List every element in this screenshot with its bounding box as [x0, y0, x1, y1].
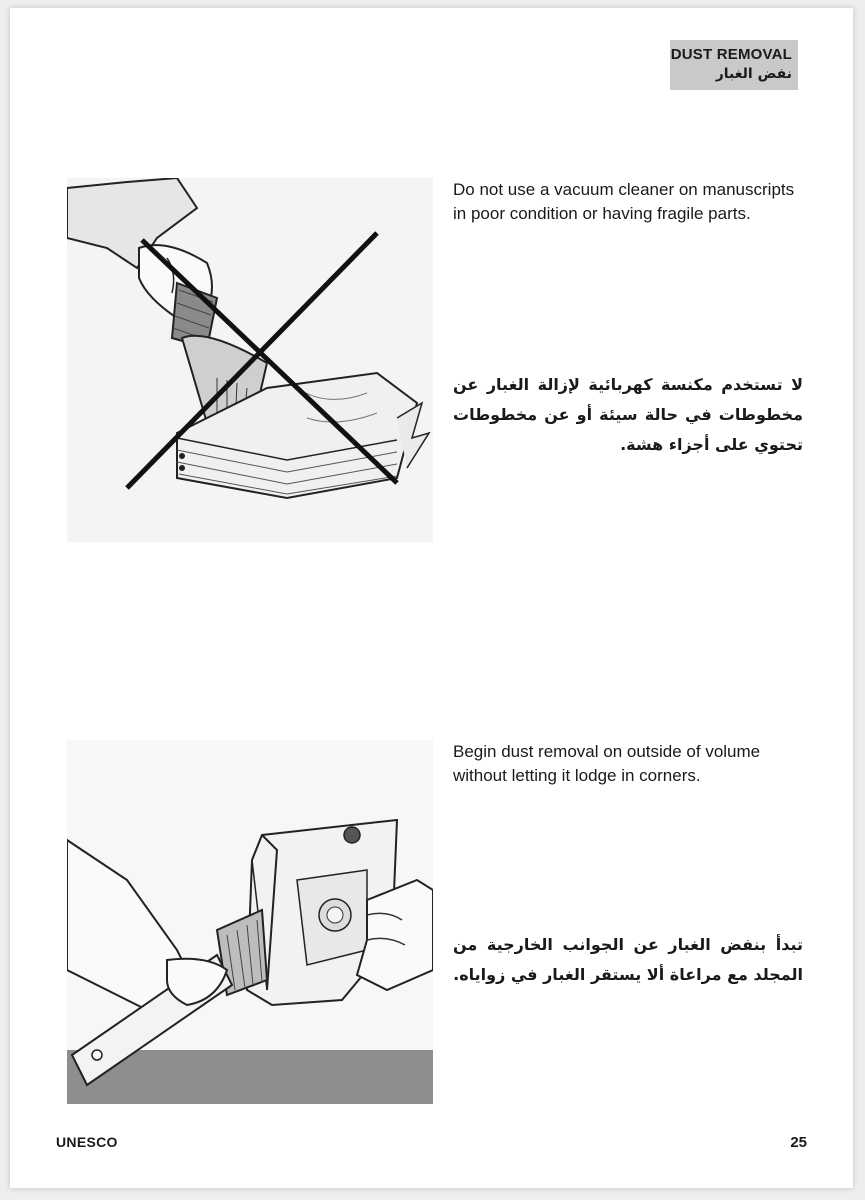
instruction-text-ar: لا تستخدم مكنسة كهربائية لإزالة الغبار عن مخطوطات في حالة سيئة أو عن مخطوطات تحتوي على أجزاء هشة.	[453, 375, 803, 454]
publisher-label: UNESCO	[56, 1134, 118, 1150]
instruction-text-en: Do not use a vacuum cleaner on manuscripts in poor condition or having fragile parts.	[453, 180, 795, 223]
instruction-text-en: Begin dust removal on outside of volume without letting it lodge in corners.	[453, 742, 761, 785]
section-title-en: DUST REMOVAL	[670, 46, 792, 63]
illustration-brushing-book	[67, 740, 433, 1104]
illustration-vacuum-crossed-out	[67, 178, 433, 542]
page-number: 25	[790, 1134, 807, 1151]
section-header-tab	[670, 40, 798, 90]
instruction-text-ar: تبدأ بنفض الغبار عن الجوانب الخارجية من المجلد مع مراعاة ألا يستقر الغبار في زواياه.	[453, 935, 803, 984]
section-title-ar: نفض الغبار	[715, 66, 792, 82]
document-page	[10, 8, 853, 1188]
